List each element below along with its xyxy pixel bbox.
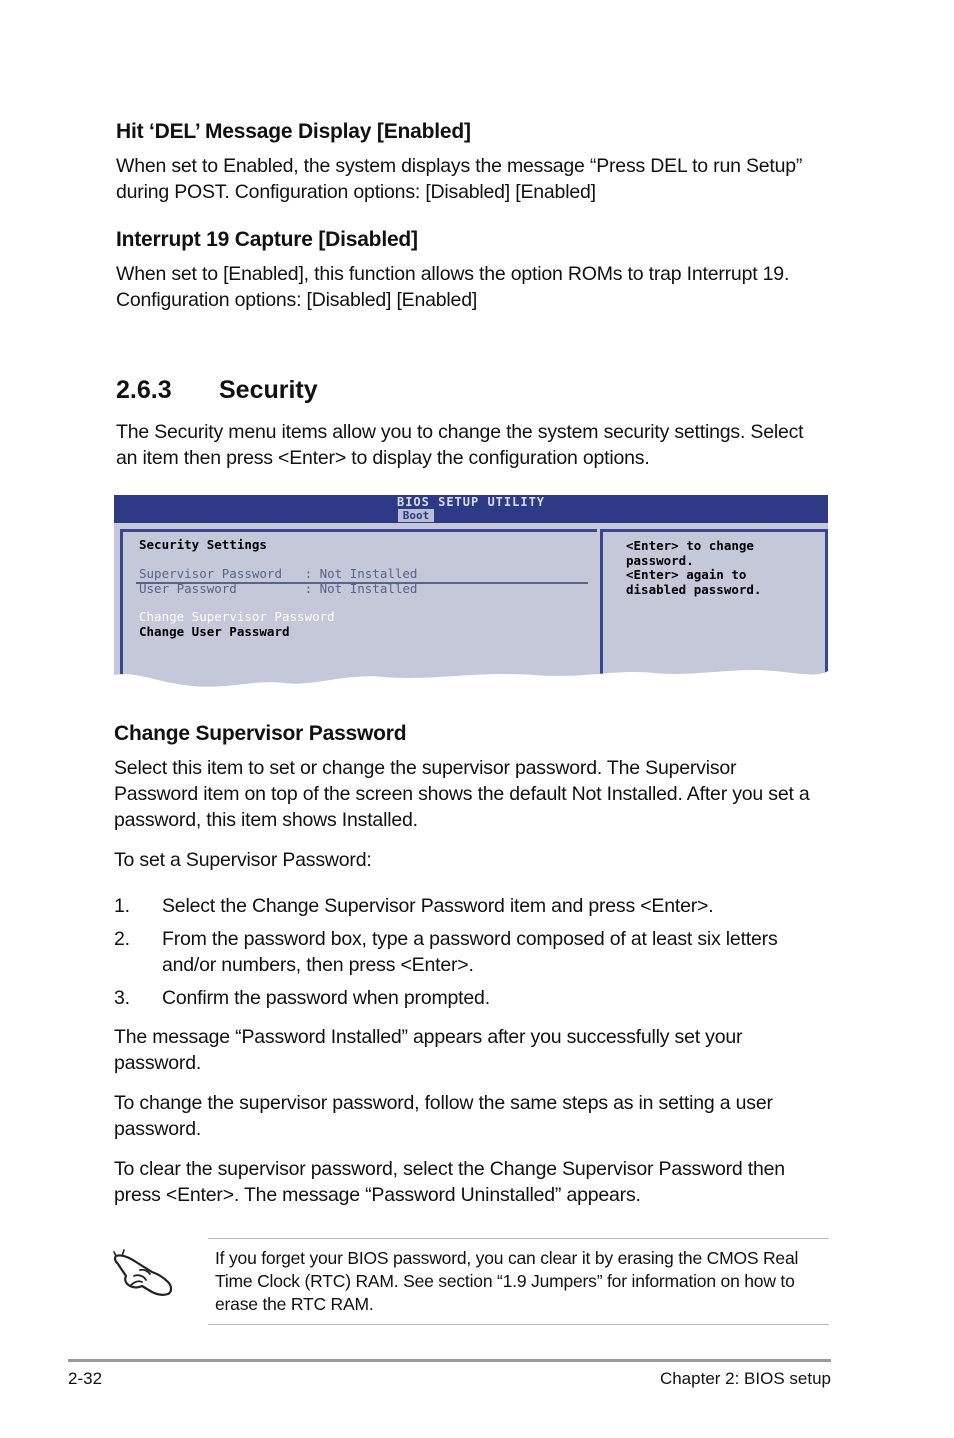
- bios-help-1: <Enter> to change: [626, 538, 754, 553]
- hit-del-text-1: When set to Enabled, the system displays the message “Press DEL to run Setup”: [116, 155, 803, 177]
- note-text-1: If you forget your BIOS password, you can clear it by erasing the CMOS Real: [215, 1248, 799, 1268]
- step-number: 3.: [114, 987, 130, 1009]
- change-supervisor-p1-1: Select this item to set or change the supervisor password. The Supervisor: [114, 757, 737, 779]
- note-text-3: erase the RTC RAM.: [215, 1294, 374, 1314]
- bios-help-2: password.: [626, 552, 694, 568]
- change-supervisor-p1-3: password, this item shows Installed.: [114, 809, 418, 831]
- footer-rule: [68, 1359, 831, 1362]
- security-intro-2: an item then press <Enter> to display the configuration options.: [116, 447, 650, 469]
- heading-interrupt-19: Interrupt 19 Capture [Disabled]: [116, 228, 418, 251]
- set-password-intro: To set a Supervisor Password:: [114, 849, 372, 871]
- password-installed-text-2: password.: [114, 1052, 202, 1074]
- step-text-continued: and/or numbers, then press <Enter>.: [162, 954, 474, 976]
- bios-user-status: User Password : Not Installed: [139, 580, 418, 596]
- security-intro-1: The Security menu items allow you to change the system security settings. Select: [116, 421, 804, 443]
- pointing-hand-icon: [112, 1246, 178, 1298]
- password-installed-text-1: The message “Password Installed” appears after you successfully set your: [114, 1026, 743, 1048]
- bios-change-user-item[interactable]: Change User Passward: [139, 623, 290, 639]
- step-text: Select the Change Supervisor Password item and press <Enter>.: [162, 895, 714, 917]
- interrupt-19-text-1: When set to [Enabled], this function allows the option ROMs to trap Interrupt 19.: [116, 263, 790, 285]
- section-title: Security: [219, 376, 318, 404]
- note-text-2: Time Clock (RTC) RAM. See section “1.9 Jumpers” for information on how to: [215, 1271, 795, 1291]
- bios-title-bar: [114, 495, 828, 523]
- step-text: Confirm the password when prompted.: [162, 987, 490, 1009]
- bios-help-4: disabled password.: [626, 581, 762, 597]
- bios-section-title: Security Settings: [139, 537, 267, 552]
- bios-tab-boot[interactable]: Boot: [398, 509, 434, 522]
- bios-title: BIOS SETUP UTILITY: [396, 495, 546, 509]
- note-bottom-rule: [208, 1324, 829, 1325]
- clear-password-text-2: press <Enter>. The message “Password Uninstalled” appears.: [114, 1184, 641, 1206]
- bios-supervisor-status: Supervisor Password : Not Installed: [139, 566, 418, 581]
- change-password-text-1: To change the supervisor password, follow the same steps as in setting a user: [114, 1092, 773, 1114]
- note-top-rule: [208, 1238, 829, 1239]
- heading-hit-del: Hit ‘DEL’ Message Display [Enabled]: [116, 120, 471, 143]
- torn-edge-decoration: [114, 663, 828, 699]
- change-supervisor-p1-2: Password item on top of the screen shows the default Not Installed. After you set a: [114, 783, 810, 805]
- step-number: 2.: [114, 928, 130, 950]
- step-text: From the password box, type a password composed of at least six letters: [162, 928, 778, 950]
- bios-help-3: <Enter> again to: [626, 567, 747, 582]
- bios-change-supervisor-item[interactable]: Change Supervisor Password: [139, 609, 335, 624]
- heading-change-supervisor: Change Supervisor Password: [114, 722, 407, 745]
- section-number: 2.6.3: [116, 376, 172, 404]
- step-number: 1.: [114, 895, 130, 917]
- bios-screenshot: [114, 495, 828, 699]
- clear-password-text-1: To clear the supervisor password, select the Change Supervisor Password then: [114, 1158, 785, 1180]
- hit-del-text-2: during POST. Configuration options: [Disabled] [Enabled]: [116, 181, 596, 203]
- change-password-text-2: password.: [114, 1118, 202, 1140]
- chapter-label: Chapter 2: BIOS setup: [659, 1369, 831, 1388]
- page-number: 2-32: [68, 1369, 103, 1388]
- interrupt-19-text-2: Configuration options: [Disabled] [Enabled]: [116, 289, 478, 311]
